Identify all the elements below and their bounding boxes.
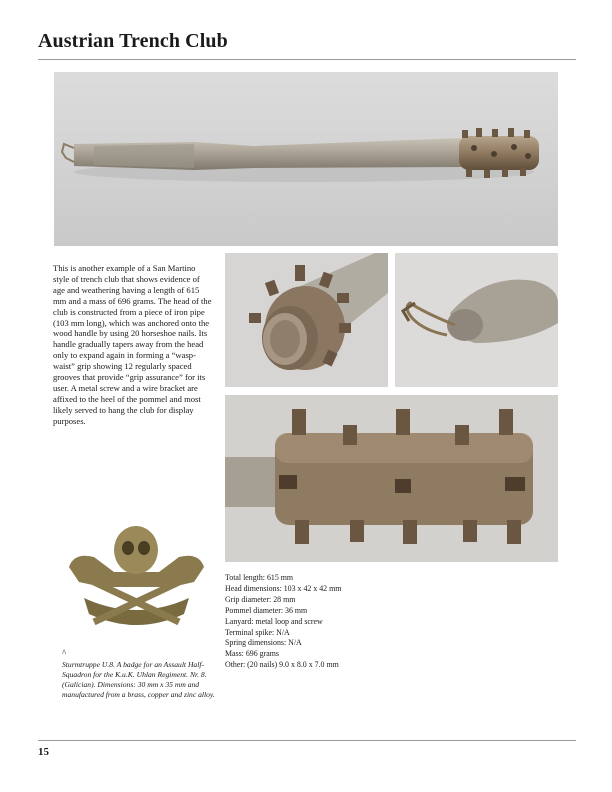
header-rule [38, 59, 576, 60]
page-number: 15 [38, 746, 49, 758]
page-title: Austrian Trench Club [38, 30, 228, 52]
spec-spring-dimensions: Spring dimensions: N/A [225, 638, 302, 648]
spec-list [225, 573, 425, 671]
spec-head-dimensions: Head dimensions: 103 x 42 x 42 mm [225, 583, 342, 593]
club-head-side-photo [225, 395, 558, 562]
spec-grip-diameter: Grip diameter: 28 mm [225, 594, 296, 604]
spec-pommel-diameter: Pommel diameter: 36 mm [225, 605, 308, 615]
trench-club-photo [54, 72, 558, 246]
sturmtruppe-badge-photo [54, 512, 219, 642]
spec-total-length: Total length: 615 mm [225, 573, 294, 582]
spec-other: Other: (20 nails) 9.0 x 8.0 x 7.0 mm [225, 660, 339, 670]
spec-lanyard: Lanyard: metal loop and screw [225, 616, 323, 626]
pommel-photo [395, 253, 558, 387]
club-head-end-photo [225, 253, 388, 387]
body-text: This is another example of a San Martino style of trench club that shows evidence of age and weathering having a length of 615 mm and a mass of 696 grams. The head of the club is constructed from a piece of iron pipe (103 mm long), which was anchored onto the wood handle by using 20 horseshoe nails. Its handle gradually tapers away from the head only to expand again in forming a “wasp-waist” grip showing 12 regularly spaced grooves that provide “grip assurance” for its user. A metal screw and a wire bracket are affixed to the heel of the pommel and most likely served to hang the club for display purposes. [53, 263, 212, 426]
spec-mass: Mass: 696 grams [225, 649, 279, 659]
badge-caption: Sturmtruppe U.8. A badge for an Assault Half-Squadron for the K.u.K. Uhlan Regiment. Nr. 8. (Galician). Dimensions: 30 mm x 35 mm and manufactured from a brass, copper and zinc alloy. [62, 660, 215, 699]
spec-terminal-spike: Terminal spike: N/A [225, 627, 290, 637]
footer-rule [38, 740, 576, 741]
caption-arrow-icon: ^ [62, 648, 67, 658]
